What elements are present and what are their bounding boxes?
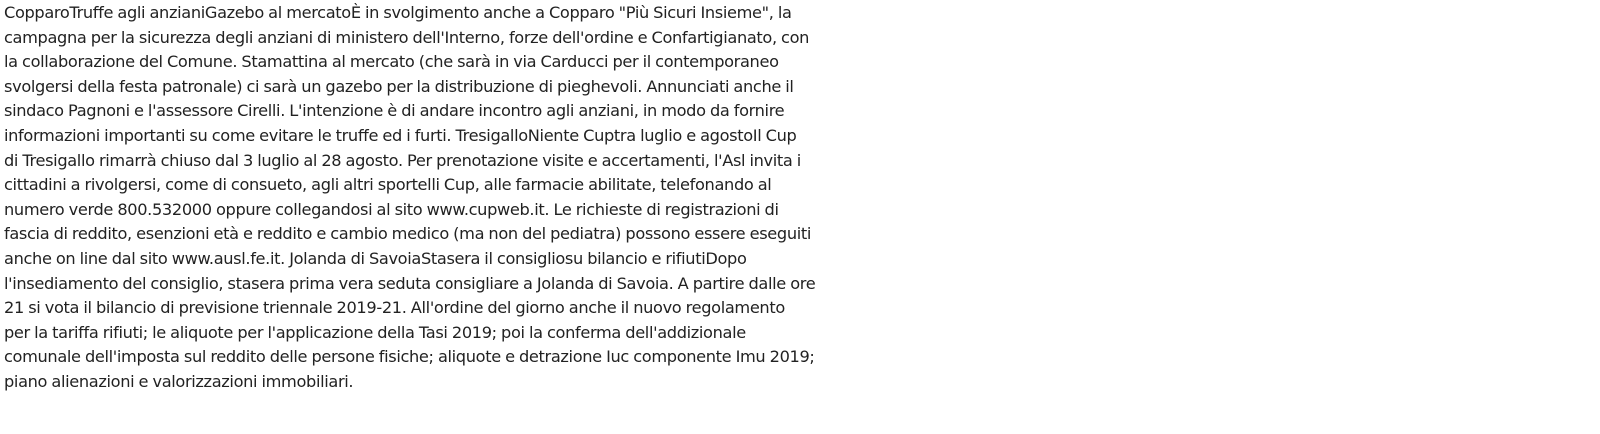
article-line: cittadini a rivolgersi, come di consueto, agli altri sportelli Cup, alle farmacie abilitate, telefonando al [4,175,772,195]
article-line: di Tresigallo rimarrà chiuso dal 3 luglio al 28 agosto. Per prenotazione visite e accertamenti, l'Asl invita i [4,150,801,170]
article-body [4,1,816,395]
article-line: numero verde 800.532000 oppure collegandosi al sito www.cupweb.it. Le richieste di registrazioni di [4,199,779,219]
article-line: CopparoTruffe agli anzianiGazebo al mercatoÈ in svolgimento anche a Copparo "Più Sicuri Insieme", la [4,3,792,22]
article-line: piano alienazioni e valorizzazioni immobiliari. [4,371,354,391]
article-line: fascia di reddito, esenzioni età e reddito e cambio medico (ma non del pediatra) possono essere eseguiti [4,224,812,244]
article-line: comunale dell'imposta sul reddito delle persone fisiche; aliquote e detrazione Iuc componente Imu 2019; [4,347,815,367]
article-line: campagna per la sicurezza degli anziani di ministero dell'Interno, forze dell'ordine e Confartigianato, con [4,27,810,47]
article-line: informazioni importanti su come evitare le truffe ed i furti. TresigalloNiente Cuptra luglio e agostoIl Cup [4,125,797,145]
article-line: anche on line dal sito www.ausl.fe.it. Jolanda di SavoiaStasera il consigliosu bilancio e rifiutiDopo [4,248,747,268]
article-line: sindaco Pagnoni e l'assessore Cirelli. L'intenzione è di andare incontro agli anziani, in modo da fornire [4,101,785,121]
article-line: la collaborazione del Comune. Stamattina al mercato (che sarà in via Carducci per il contemporaneo [4,52,779,72]
article-line: per la tariffa rifiuti; le aliquote per l'applicazione della Tasi 2019; poi la conferma dell'addizionale [4,322,746,342]
article-line: svolgersi della festa patronale) ci sarà un gazebo per la distribuzione di pieghevoli. Annunciati anche il [4,76,794,96]
article-line: l'insediamento del consiglio, stasera prima vera seduta consigliare a Jolanda di Savoia. A partire dalle ore [4,273,816,293]
article-line: 21 si vota il bilancio di previsione triennale 2019-21. All'ordine del giorno anche il nuovo regolamento [4,298,785,318]
